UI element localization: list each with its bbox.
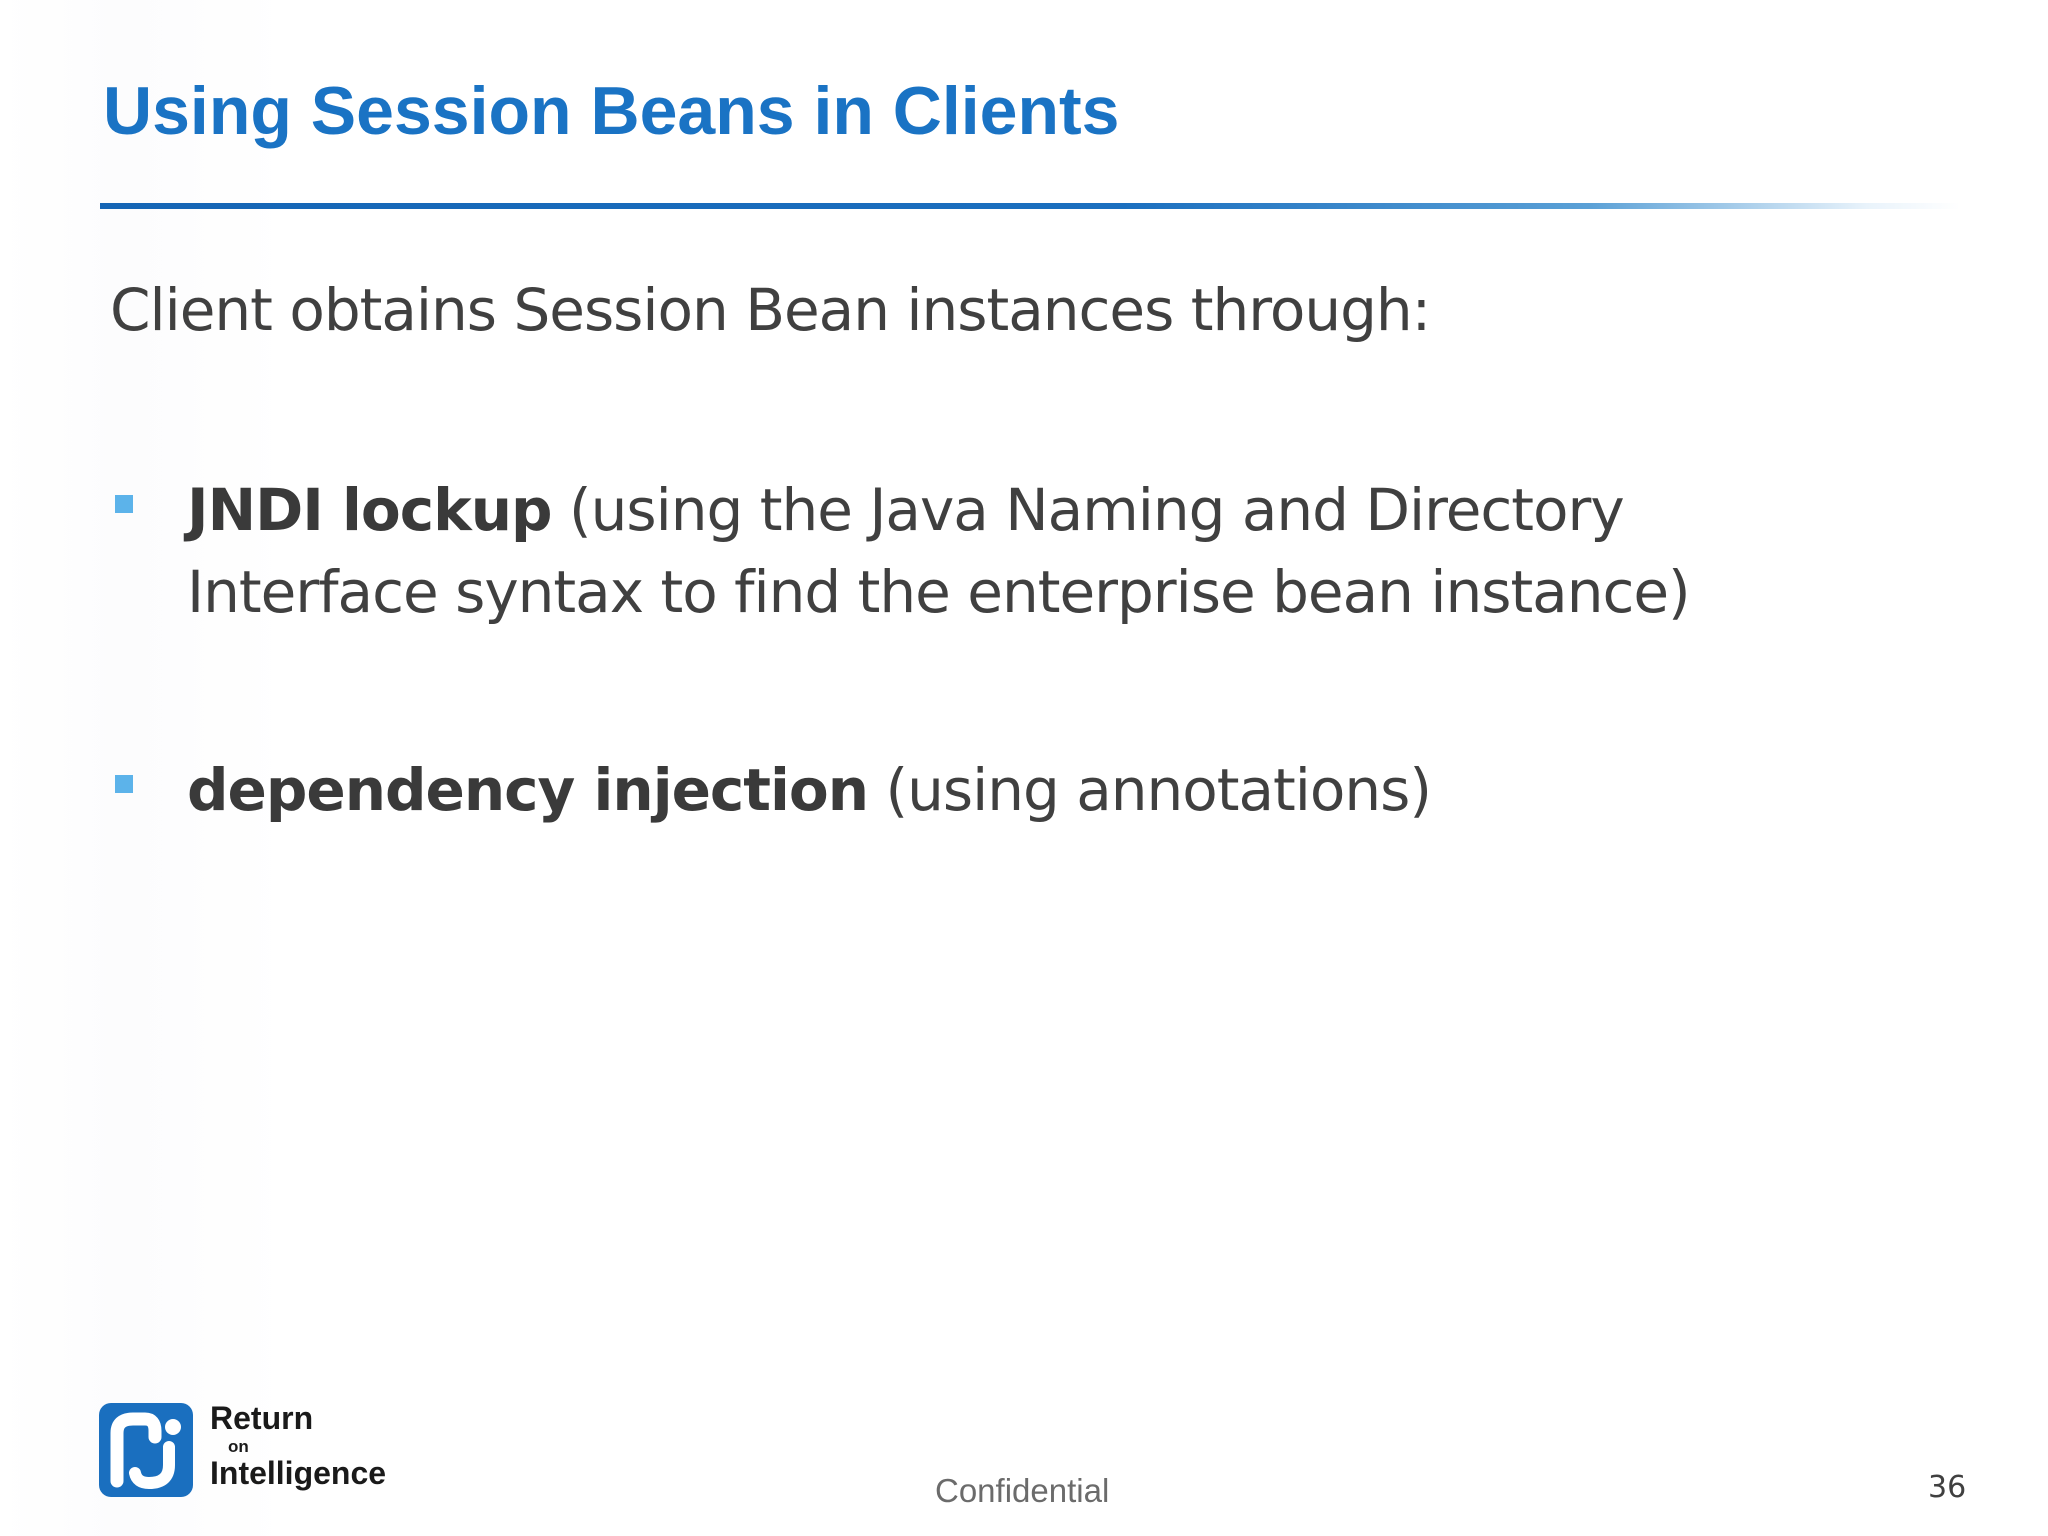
bullet-item-bold: dependency injection xyxy=(187,756,869,824)
bullet-item-di xyxy=(187,749,1747,831)
title-divider xyxy=(100,203,1960,209)
logo-word-intelligence: Intelligence xyxy=(210,1455,387,1491)
logo-word-on: on xyxy=(228,1437,249,1456)
bullet-item-jndi xyxy=(187,469,1747,633)
square-bullet-icon xyxy=(115,775,133,793)
bullet-item-text: (using annotations) xyxy=(868,756,1431,824)
bullet-item-bold: JNDI lockup xyxy=(187,476,552,544)
intro-text: Client obtains Session Bean instances through: xyxy=(110,276,1431,344)
slide-title: Using Session Beans in Clients xyxy=(103,73,1120,149)
bullet-item-text-continued: Interface syntax to find the enterprise bean instance) xyxy=(187,558,1690,626)
logo-word-return: Return xyxy=(210,1400,314,1436)
page-number: 36 xyxy=(1928,1470,1967,1505)
bullet-item-text: (using the Java Naming and Directory xyxy=(551,476,1624,544)
confidential-label: Confidential xyxy=(935,1472,1110,1509)
square-bullet-icon xyxy=(115,495,133,513)
ri-logo-icon xyxy=(99,1403,193,1497)
company-logo-text xyxy=(210,1402,386,1489)
